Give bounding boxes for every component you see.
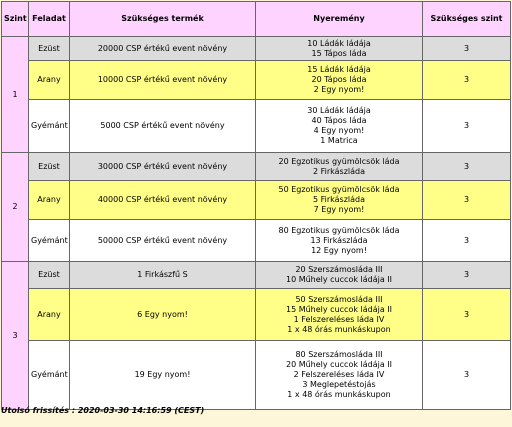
tier-cell: Ezüst [29,262,70,289]
required-level-cell: 3 [423,153,511,181]
reward-line: 15 Műhely cuccok ládája II [285,304,392,314]
reward-line: 20 Szerszámosláda III [295,265,383,274]
header-required-level: Szükséges szint [423,2,511,37]
tier-cell: Arany [29,61,70,100]
tier-cell: Gyémánt [29,220,70,262]
reward-line: 80 Szerszámosláda III [295,350,383,359]
reward-line: 50 Szerszámosláda III [295,294,383,304]
reward-line: 50 Egzotikus gyümölcsök láda [278,185,400,194]
reward-line: 15 Ládák ládája [307,65,371,74]
reward-line: 13 Firkászláda [310,235,368,245]
reward-line: 2 Felszereléses láda IV [293,370,385,379]
reward-line: 40 Tápos láda [311,116,367,125]
reward-cell [256,61,423,100]
reward-line: 10 Ládák ládája [307,38,371,48]
table-row [2,341,511,410]
tier-cell: Ezüst [29,37,70,61]
reward-cell [256,181,423,220]
reward-line: 20 Egzotikus gyümölcsök láda [278,156,400,166]
table-row [2,289,511,341]
product-cell: 1 Firkászfű S [70,262,256,289]
table-row [2,220,511,262]
reward-cell [256,289,423,341]
reward-line: 30 Ládák ládája [307,106,371,115]
level-cell: 3 [2,262,29,410]
reward-line: 2 Firkászláda [312,166,366,176]
tier-cell: Arany [29,289,70,341]
reward-cell [256,37,423,61]
required-level-cell: 3 [423,181,511,220]
reward-line: 20 Tápos láda [311,75,367,84]
product-cell: 20000 CSP értékű event növény [70,37,256,61]
table-row [2,262,511,289]
table-body [2,37,511,410]
required-level-cell: 3 [423,262,511,289]
tier-cell: Gyémánt [29,100,70,153]
reward-cell [256,341,423,410]
reward-line: 1 x 48 órás munkáskupon [287,390,391,399]
reward-line: 12 Egy nyom! [311,245,367,255]
table-row [2,61,511,100]
reward-cell [256,100,423,153]
table-row [2,100,511,153]
tier-cell: Gyémánt [29,341,70,410]
tier-cell: Ezüst [29,153,70,181]
reward-line: 7 Egy nyom! [313,205,365,214]
reward-line: 1 Matrica [320,136,358,145]
level-cell: 1 [2,37,29,153]
header-level: Szint [2,2,29,37]
reward-line: 3 Meglepetéstojás [302,380,376,389]
table-row [2,181,511,220]
required-level-cell: 3 [423,61,511,100]
product-cell: 5000 CSP értékű event növény [70,100,256,153]
reward-line: 20 Műhely cuccok ládája II [285,360,392,369]
reward-line: 1 Felszereléses láda IV [293,314,385,324]
reward-line: 15 Tápos láda [311,48,367,58]
reward-cell [256,262,423,289]
required-level-cell: 3 [423,220,511,262]
header-task: Feladat [29,2,70,37]
required-level-cell: 3 [423,289,511,341]
product-cell: 40000 CSP értékű event növény [70,181,256,220]
reward-line: 10 Műhely cuccok ládája II [285,275,392,284]
product-cell: 6 Egy nyom! [70,289,256,341]
reward-line: 5 Firkászláda [312,195,366,204]
required-level-cell: 3 [423,341,511,410]
table-row [2,153,511,181]
header-product: Szükséges termék [70,2,256,37]
tasks-table [1,1,511,410]
header-reward: Nyeremény [256,2,423,37]
product-cell: 50000 CSP értékű event növény [70,220,256,262]
reward-line: 4 Egy nyom! [313,126,365,135]
level-cell: 2 [2,153,29,262]
tasks-table-container [1,1,511,410]
reward-cell [256,153,423,181]
reward-line: 80 Egzotikus gyümölcsök láda [278,225,400,235]
required-level-cell: 3 [423,100,511,153]
required-level-cell: 3 [423,37,511,61]
reward-cell [256,220,423,262]
table-row [2,37,511,61]
tier-cell: Arany [29,181,70,220]
product-cell: 10000 CSP értékű event növény [70,61,256,100]
last-updated: Utolsó frissítés : 2020-03-30 14:16:59 (CEST) [1,406,205,415]
reward-line: 2 Egy nyom! [313,85,365,94]
product-cell: 19 Egy nyom! [70,341,256,410]
product-cell: 30000 CSP értékű event növény [70,153,256,181]
header-row [2,2,511,37]
reward-line: 1 x 48 órás munkáskupon [287,324,391,334]
